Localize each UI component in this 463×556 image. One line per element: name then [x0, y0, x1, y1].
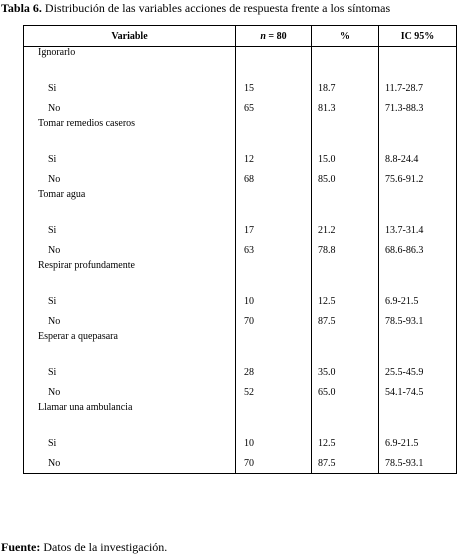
row-ci: 6.9-21.5	[379, 433, 457, 453]
empty-cell	[379, 118, 457, 132]
empty-cell	[236, 260, 312, 274]
empty-cell	[312, 118, 379, 132]
empty-cell	[236, 132, 312, 149]
row-ci: 13.7-31.4	[379, 220, 457, 240]
spacer-row	[24, 203, 457, 220]
row-n: 28	[236, 362, 312, 382]
table-row	[24, 149, 457, 169]
header-n-symbol: n	[260, 30, 266, 42]
empty-cell	[236, 416, 312, 433]
table-caption	[1, 0, 461, 16]
empty-cell	[236, 118, 312, 132]
row-label: Si	[24, 149, 236, 169]
row-ci: 8.8-24.4	[379, 149, 457, 169]
row-n: 10	[236, 433, 312, 453]
spacer-row	[24, 61, 457, 78]
row-label: No	[24, 382, 236, 402]
group-row	[24, 331, 457, 345]
group-label: Tomar remedios caseros	[24, 118, 236, 132]
row-n: 12	[236, 149, 312, 169]
group-row	[24, 47, 457, 62]
group-row	[24, 189, 457, 203]
row-label: No	[24, 169, 236, 189]
empty-cell	[379, 345, 457, 362]
empty-cell	[312, 260, 379, 274]
row-percent: 65.0	[312, 382, 379, 402]
row-label: No	[24, 311, 236, 331]
table-row	[24, 98, 457, 118]
empty-cell	[236, 189, 312, 203]
empty-cell	[379, 132, 457, 149]
empty-cell	[379, 47, 457, 62]
empty-cell	[24, 416, 236, 433]
table-header-row	[24, 26, 457, 47]
row-label: Si	[24, 433, 236, 453]
empty-cell	[236, 345, 312, 362]
header-ci: IC 95%	[379, 26, 457, 47]
empty-cell	[312, 402, 379, 416]
row-label: Si	[24, 291, 236, 311]
row-label: No	[24, 240, 236, 260]
row-ci: 6.9-21.5	[379, 291, 457, 311]
row-ci: 71.3-88.3	[379, 98, 457, 118]
row-percent: 35.0	[312, 362, 379, 382]
empty-cell	[379, 61, 457, 78]
row-n: 70	[236, 311, 312, 331]
row-percent: 85.0	[312, 169, 379, 189]
table-row	[24, 220, 457, 240]
row-label: Si	[24, 220, 236, 240]
header-variable: Variable	[24, 26, 236, 47]
table-row	[24, 311, 457, 331]
group-row	[24, 402, 457, 416]
table-row	[24, 291, 457, 311]
source-text: Datos de la investigación.	[40, 540, 168, 554]
spacer-row	[24, 132, 457, 149]
row-n: 17	[236, 220, 312, 240]
header-n-value: = 80	[265, 30, 287, 42]
row-percent: 87.5	[312, 311, 379, 331]
row-ci: 68.6-86.3	[379, 240, 457, 260]
empty-cell	[312, 47, 379, 62]
empty-cell	[312, 345, 379, 362]
row-label: No	[24, 453, 236, 474]
empty-cell	[236, 331, 312, 345]
row-n: 52	[236, 382, 312, 402]
table-row	[24, 453, 457, 474]
group-row	[24, 260, 457, 274]
row-ci: 78.5-93.1	[379, 311, 457, 331]
empty-cell	[24, 345, 236, 362]
row-percent: 15.0	[312, 149, 379, 169]
empty-cell	[236, 203, 312, 220]
empty-cell	[312, 132, 379, 149]
empty-cell	[379, 416, 457, 433]
group-label: Ignorarlo	[24, 47, 236, 62]
table-row	[24, 362, 457, 382]
empty-cell	[379, 203, 457, 220]
table-caption-label: Tabla 6.	[1, 1, 42, 15]
table-row	[24, 382, 457, 402]
row-n: 70	[236, 453, 312, 474]
group-row	[24, 118, 457, 132]
empty-cell	[24, 132, 236, 149]
table-row	[24, 433, 457, 453]
empty-cell	[236, 274, 312, 291]
spacer-row	[24, 345, 457, 362]
row-label: Si	[24, 362, 236, 382]
row-n: 15	[236, 78, 312, 98]
row-n: 65	[236, 98, 312, 118]
empty-cell	[24, 203, 236, 220]
empty-cell	[312, 416, 379, 433]
spacer-row	[24, 274, 457, 291]
header-n	[236, 26, 312, 47]
table-caption-text: Distribución de las variables acciones de respuesta frente a los síntomas	[44, 1, 391, 15]
table-row	[24, 169, 457, 189]
empty-cell	[312, 203, 379, 220]
row-ci: 75.6-91.2	[379, 169, 457, 189]
group-label: Respirar profundamente	[24, 260, 236, 274]
row-n: 68	[236, 169, 312, 189]
empty-cell	[24, 61, 236, 78]
row-label: Si	[24, 78, 236, 98]
spacer-row	[24, 416, 457, 433]
table-row	[24, 240, 457, 260]
group-label: Tomar agua	[24, 189, 236, 203]
empty-cell	[379, 402, 457, 416]
empty-cell	[312, 274, 379, 291]
source-label: Fuente:	[1, 540, 41, 554]
empty-cell	[236, 402, 312, 416]
empty-cell	[312, 61, 379, 78]
row-percent: 78.8	[312, 240, 379, 260]
row-label: No	[24, 98, 236, 118]
table-body	[24, 47, 457, 474]
empty-cell	[24, 274, 236, 291]
row-ci: 25.5-45.9	[379, 362, 457, 382]
row-percent: 12.5	[312, 433, 379, 453]
empty-cell	[236, 47, 312, 62]
row-percent: 12.5	[312, 291, 379, 311]
empty-cell	[379, 274, 457, 291]
table-source-note	[1, 539, 167, 555]
empty-cell	[312, 189, 379, 203]
row-ci: 78.5-93.1	[379, 453, 457, 474]
empty-cell	[312, 331, 379, 345]
empty-cell	[379, 189, 457, 203]
row-percent: 21.2	[312, 220, 379, 240]
group-label: Llamar una ambulancia	[24, 402, 236, 416]
row-percent: 87.5	[312, 453, 379, 474]
empty-cell	[379, 260, 457, 274]
row-n: 63	[236, 240, 312, 260]
empty-cell	[236, 61, 312, 78]
row-percent: 81.3	[312, 98, 379, 118]
empty-cell	[379, 331, 457, 345]
row-n: 10	[236, 291, 312, 311]
row-percent: 18.7	[312, 78, 379, 98]
table-row	[24, 78, 457, 98]
group-label: Esperar a quepasara	[24, 331, 236, 345]
header-percent: %	[312, 26, 379, 47]
row-ci: 54.1-74.5	[379, 382, 457, 402]
response-actions-table	[23, 25, 457, 474]
row-ci: 11.7-28.7	[379, 78, 457, 98]
